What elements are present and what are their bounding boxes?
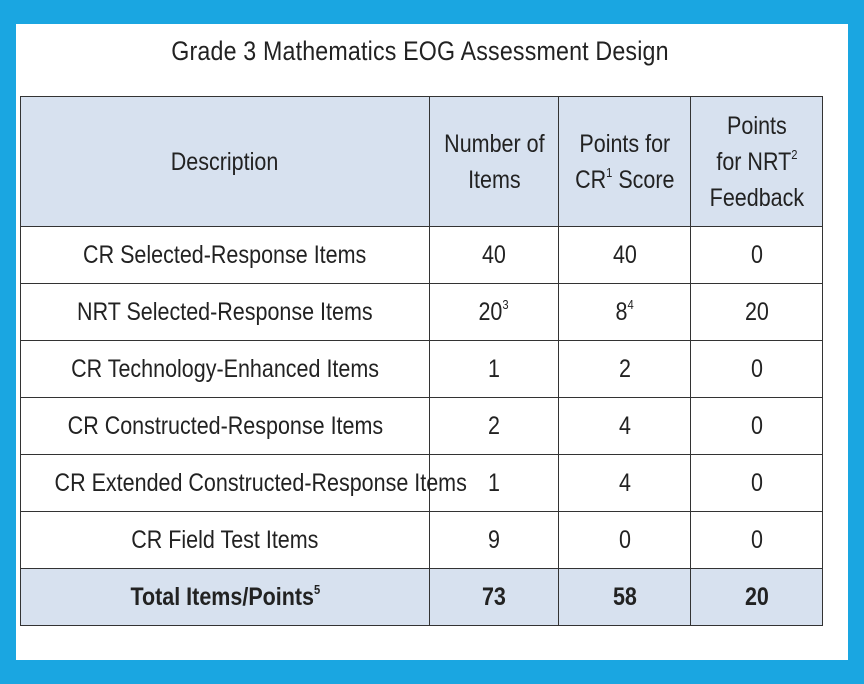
row-points-cr: 4 (559, 455, 691, 512)
assessment-design-table (20, 96, 823, 626)
row-number-of-items: $20^3$ (430, 284, 559, 341)
table-row (21, 227, 823, 284)
table-row (21, 512, 823, 569)
footnote-5: 5 (313, 581, 320, 597)
total-description: Total Items/Points$^5$ (21, 569, 430, 626)
row-description: CR Field Test Items (21, 512, 430, 569)
footnote-4: 4 (627, 296, 634, 312)
row-points-cr: 0 (559, 512, 691, 569)
row-number-of-items: 40 (430, 227, 559, 284)
row-points-nrt: 0 (691, 455, 823, 512)
table-row (21, 455, 823, 512)
row-number-of-items: 9 (430, 512, 559, 569)
row-number-of-items: 2 (430, 398, 559, 455)
row-points-nrt: 20 (691, 284, 823, 341)
row-points-nrt: 0 (691, 512, 823, 569)
row-description: CR Extended Constructed-Response Items (21, 455, 430, 512)
header-number-of-items: Number of Items (430, 97, 559, 227)
footnote-3: 3 (502, 296, 510, 312)
table-row (21, 398, 823, 455)
row-number-of-items: 1 (430, 341, 559, 398)
row-description: CR Technology-Enhanced Items (21, 341, 430, 398)
total-points-cr: 58 (559, 569, 691, 626)
row-points-cr: 40 (559, 227, 691, 284)
row-description: NRT Selected-Response Items (21, 284, 430, 341)
header-points-for-cr: Points for $CR^1$ Score (559, 97, 691, 227)
row-points-nrt: 0 (691, 227, 823, 284)
table-row (21, 341, 823, 398)
header-points-for-nrt: Points for NRT$^2$ Feedback (691, 97, 823, 227)
row-description: CR Selected-Response Items (21, 227, 430, 284)
row-points-cr: $8^4$ (559, 284, 691, 341)
row-points-cr: 2 (559, 341, 691, 398)
table-title: Grade 3 Mathematics EOG Assessment Design (171, 36, 669, 66)
footnote-2: 2 (790, 146, 798, 162)
footnote-1: 1 (605, 164, 613, 180)
table-row (21, 284, 823, 341)
total-points-nrt: 20 (691, 569, 823, 626)
row-number-of-items: 1 (430, 455, 559, 512)
total-number-of-items: 73 (430, 569, 559, 626)
header-row (21, 97, 823, 227)
total-row (21, 569, 823, 626)
row-points-nrt: 0 (691, 341, 823, 398)
row-points-cr: 4 (559, 398, 691, 455)
row-description: CR Constructed-Response Items (21, 398, 430, 455)
row-points-nrt: 0 (691, 398, 823, 455)
header-description: Description (21, 97, 430, 227)
